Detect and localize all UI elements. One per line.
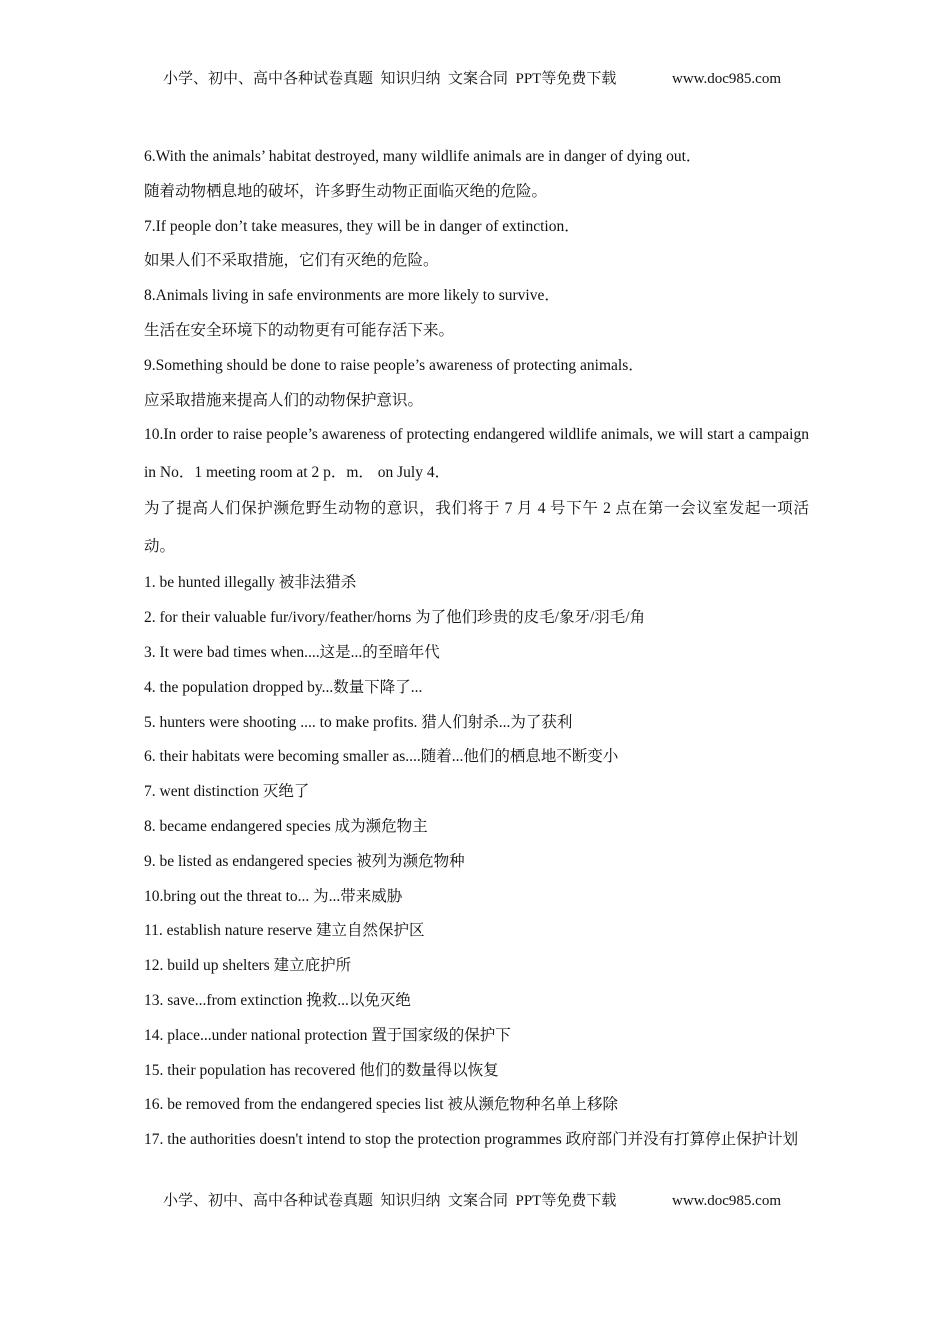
sentence-zh: 随着动物栖息地的破坏，许多野生动物正面临灭绝的危险。 [144,182,548,200]
sentence-zh: 应采取措施来提高人们的动物保护意识。 [144,391,424,409]
header-text: 小学、初中、高中各种试卷真题 知识归纳 文案合同 PPT等免费下载 [163,71,617,87]
sentence-zh: 生活在安全环境下的动物更有可能存活下来。 [144,321,455,339]
phrase-item: 15. their population has recovered 他们的数量得以恢复 [144,1061,499,1079]
phrase-item: 13. save...from extinction 挽救...以免灭绝 [144,991,411,1009]
phrase-item: 10.bring out the threat to... 为...带来威胁 [144,887,403,905]
page-footer [0,1189,950,1213]
phrase-item: 11. establish nature reserve 建立自然保护区 [144,922,425,940]
sentence-en: 6.With the animals’ habitat destroyed, many wildlife animals are in danger of dying out． [144,148,702,165]
sentence-zh: 为了提高人们保护濒危野生动物的意识，我们将于 7 月 4 号下午 2 点在第一会议室发起一项活动。 [144,500,809,556]
phrase-item: 16. be removed from the endangered species list 被从濒危物种名单上移除 [144,1096,618,1114]
phrase-item: 3. It were bad times when....这是...的至暗年代 [144,643,440,661]
header-site-link[interactable]: www.doc985.com [672,71,782,87]
phrase-item: 2. for their valuable fur/ivory/feather/horns 为了他们珍贵的皮毛/象牙/羽毛/角 [144,609,646,627]
phrase-list [144,566,809,1159]
sentence-en: 9.Something should be done to raise people’s awareness of protecting animals． [144,356,644,374]
phrase-item: 7. went distinction 灭绝了 [144,783,310,801]
phrase-item: 8. became endangered species 成为濒危物主 [144,817,428,835]
phrase-item: 6. their habitats were becoming smaller as....随着...他们的栖息地不断变小 [144,748,619,766]
sentence-zh: 如果人们不采取措施，它们有灭绝的危险。 [144,252,439,270]
phrase-item: 17. the authorities doesn't intend to stop the protection programmes 政府部门并没有打算停止保护计划 [144,1131,799,1149]
sentence-list [144,140,809,566]
phrase-item: 9. be listed as endangered species 被列为濒危物种 [144,852,465,870]
footer-site-link[interactable]: www.doc985.com [672,1193,782,1209]
page-header [0,67,950,91]
sentence-en: 7.If people don’t take measures, they will be in danger of extinction． [144,217,580,235]
sentence-en: 8.Animals living in safe environments are more likely to survive． [144,287,560,305]
sentence-en: 10.In order to raise people’s awareness of protecting endangered wildlife animals, we will start a campaign in No．1 meeting room at 2 p．m． on July 4． [144,426,809,482]
document-body [144,140,809,1159]
footer-text: 小学、初中、高中各种试卷真题 知识归纳 文案合同 PPT等免费下载 [163,1193,617,1209]
phrase-item: 12. build up shelters 建立庇护所 [144,957,352,975]
phrase-item: 1. be hunted illegally 被非法猎杀 [144,574,357,592]
phrase-item: 4. the population dropped by...数量下降了... [144,678,423,696]
phrase-item: 14. place...under national protection 置于国家级的保护下 [144,1026,511,1044]
phrase-item: 5. hunters were shooting .... to make profits. 猎人们射杀...为了获利 [144,713,573,731]
